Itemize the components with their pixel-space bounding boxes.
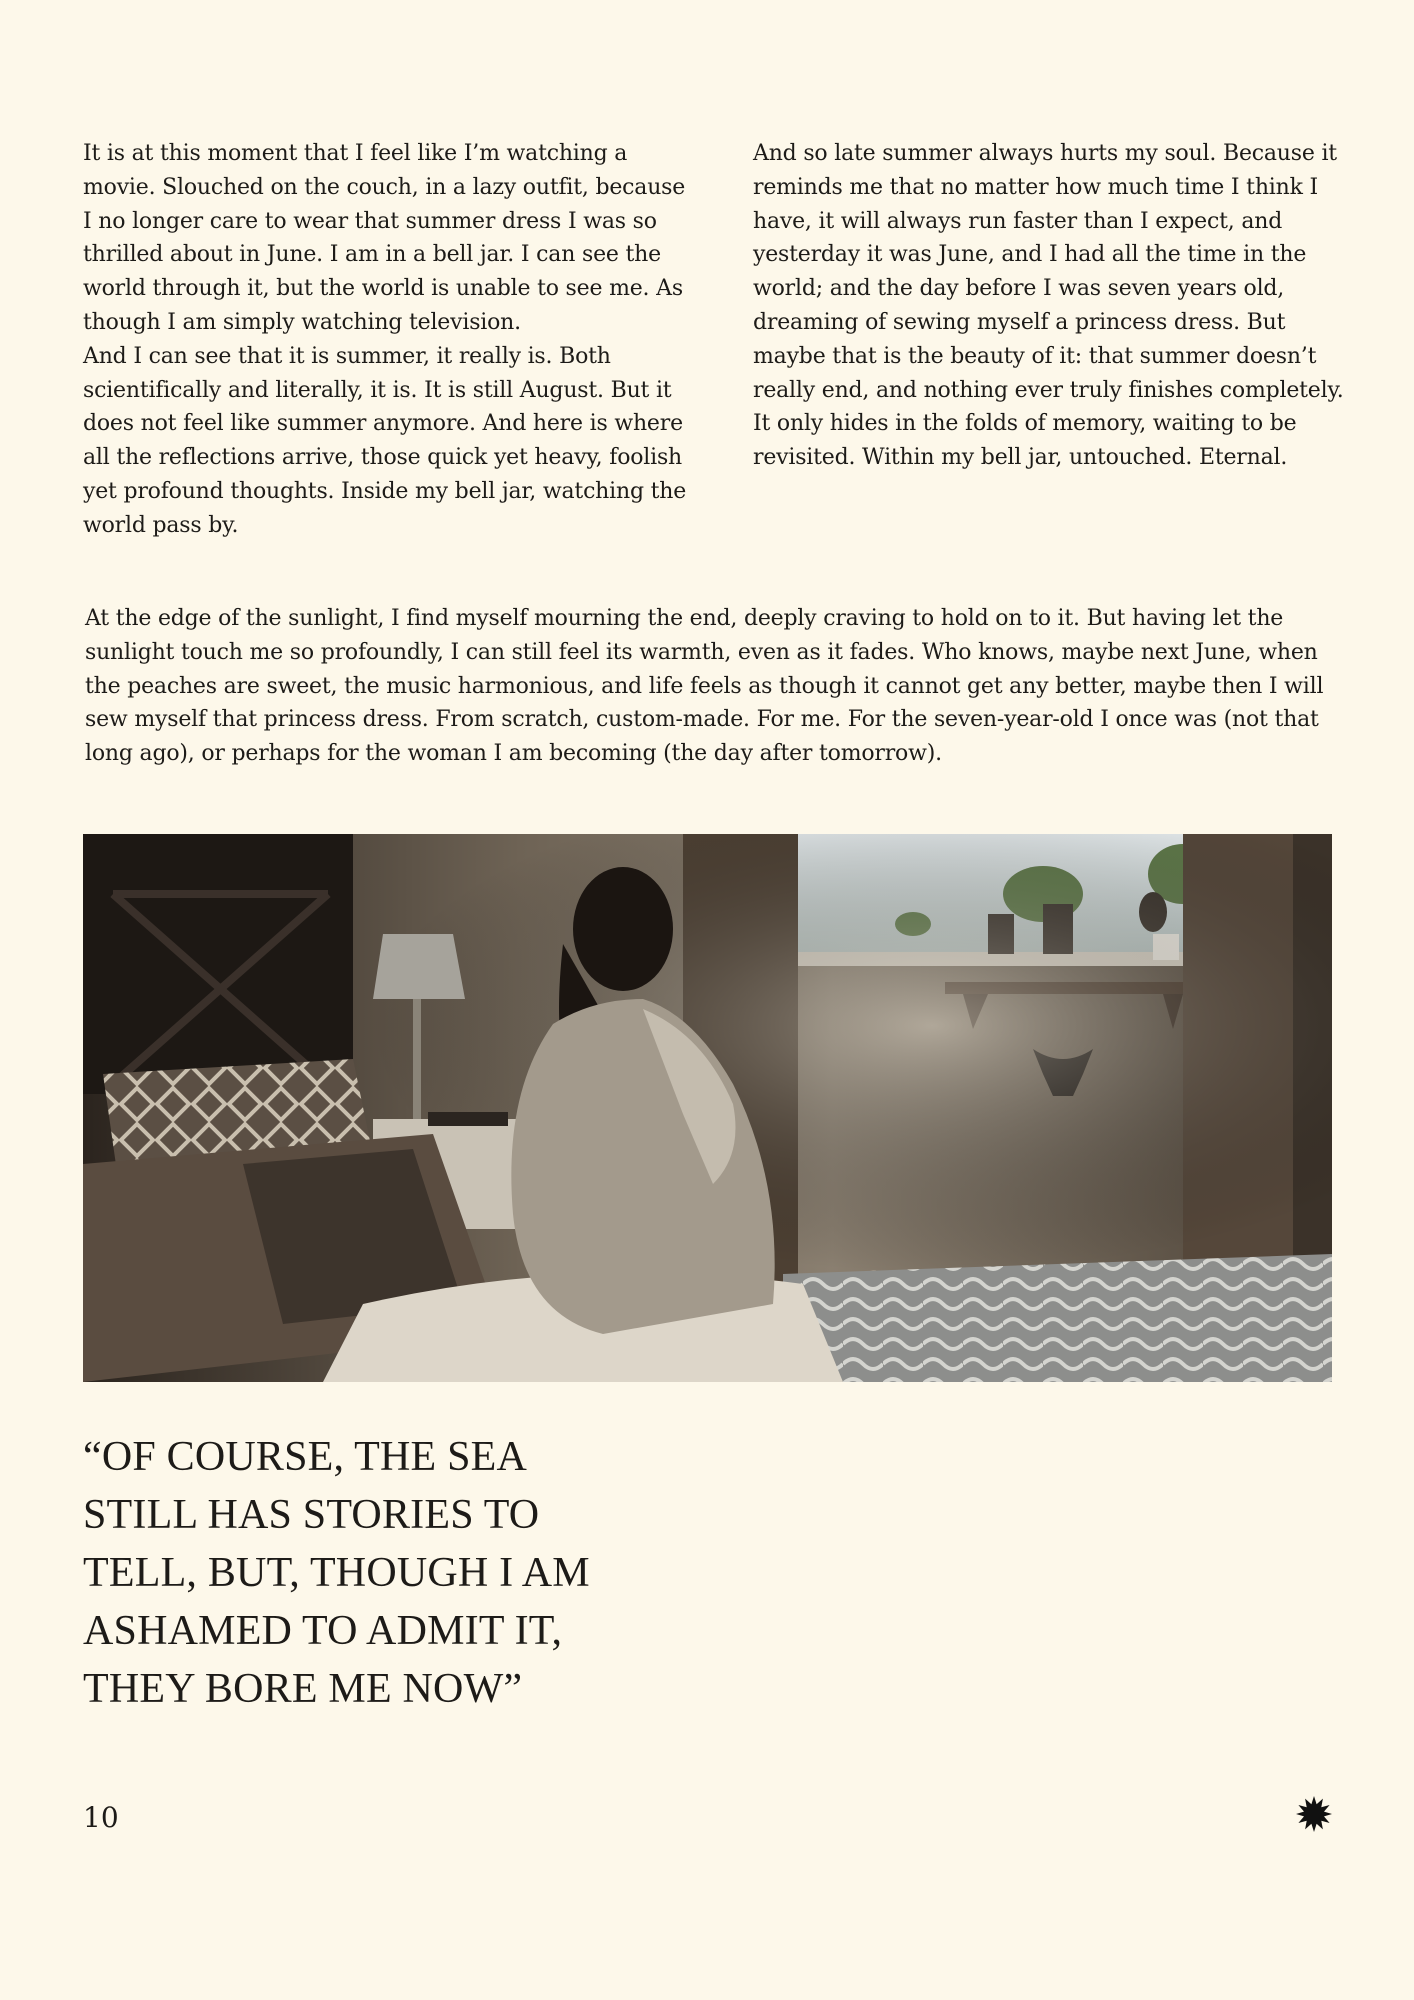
- bedroom-photo: [83, 834, 1332, 1382]
- paragraph: And so late summer always hurts my soul. Because it reminds me that no matter how much time I think I have, it will always run faster than I expect, and yesterday it was June, and I had all the time in the world; and the day before I was seven years old, dreaming of sewing myself a princess dress. But maybe that is the beauty of it: that summer doesn’t really end, and nothing ever truly finishes completely. It only hides in the folds of memory, waiting to be revisited. Within my bell jar, untouched. Eternal.: [753, 141, 1344, 471]
- full-width-paragraph: At the edge of the sunlight, I find myself mourning the end, deeply craving to hold on to it. But having let the sunlight touch me so profoundly, I can still feel its warmth, even as it fades. Who knows, maybe next June, when the peaches are sweet, the music harmonious, and life feels as though it cannot get any better, maybe then I will sew myself that princess dress. From scratch, custom-made. For me. For the seven-year-old I once was (not that long ago), or perhaps for the woman I am becoming (the day after tomorrow).: [85, 606, 1324, 767]
- text-column-right: [753, 137, 1363, 475]
- paragraph: And I can see that it is summer, it really is. Both scientifically and literally, it is. It is still August. But it does not feel like summer anymore. And here is where all the reflections arrive, those quick yet heavy, foolish yet profound thoughts. Inside my bell jar, watching the world pass by.: [83, 343, 687, 538]
- text-column-left: [83, 137, 695, 543]
- pull-quote: “OF COURSE, THE SEA STILL HAS STORIES TO TELL, BUT, THOUGH I AM ASHAMED TO ADMIT IT, THEY BORE ME NOW”: [83, 1434, 590, 1712]
- starburst-icon: [1296, 1796, 1332, 1832]
- paragraph: It is at this moment that I feel like I’m watching a movie. Slouched on the couch, in a lazy outfit, because I no longer care to wear that summer dress I was so thrilled about in June. I am in a bell jar. I can see the world through it, but the world is unable to see me. As though I am simply watching television.: [83, 141, 686, 335]
- page-number: 10: [83, 1801, 119, 1834]
